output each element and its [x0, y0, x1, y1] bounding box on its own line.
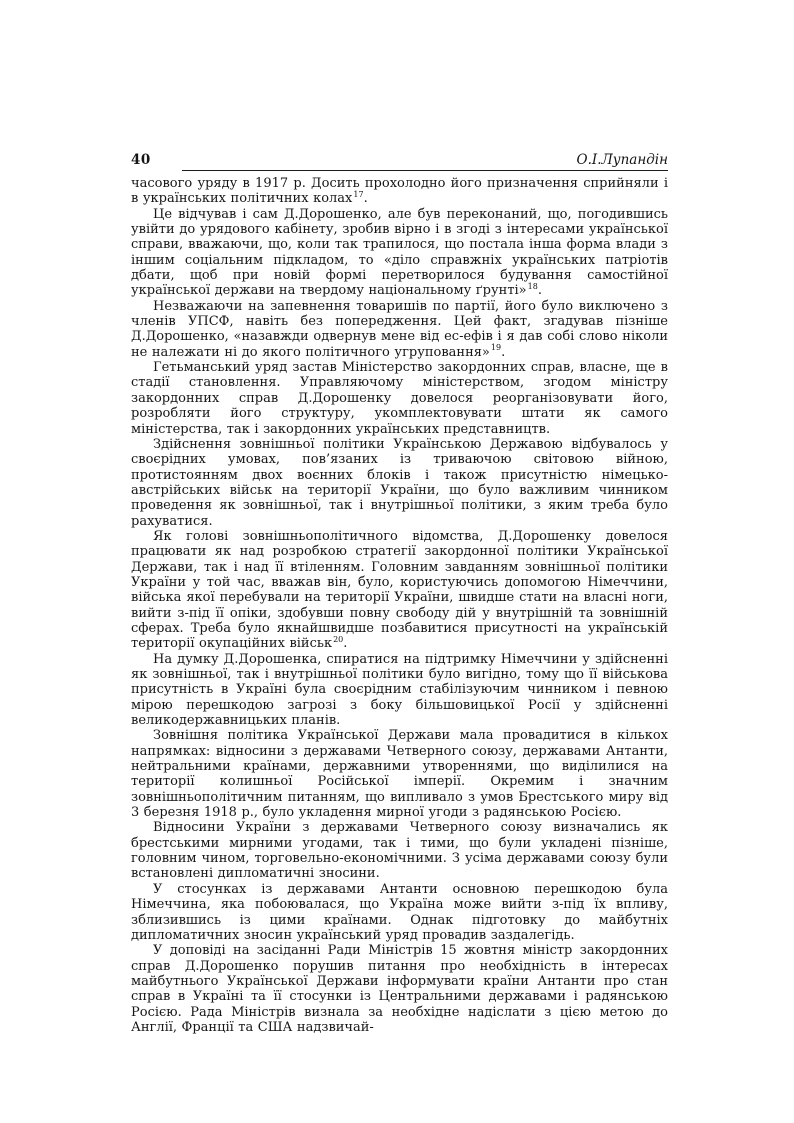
footnote-ref: 17: [353, 190, 364, 200]
footnote-ref: 20: [333, 634, 344, 644]
running-head-author: О.І.Лупандін: [576, 152, 668, 168]
page-number: 40: [131, 152, 151, 168]
body-text: [131, 176, 668, 1035]
paragraph: Як голові зовнішньополітичного відомства, Д.Дорошенку довелося працювати як над розробкою стратегії закордонної політики Української Держави, так і над її втіленням. Головним завданням зовнішньої політики України у той час, вважав він, було, користуючись допомогою Німеччини, війська якої перебували на території України, швидше стати на власні ноги, вийти з-під її опіки, здобувши повну свободу дій у внутрішній та зовнішній сферах. Треба було якнайшвидше позбавитися присутності на українській території окупаційних військ$^{20}$.: [131, 528, 668, 652]
paragraph: Відносини України з державами Четверного союзу визначались як брестськими мирними угодами, так і тими, що були укладені пізніше, головним чином, торговельно-економічними. З усіма державами союзу були встановлені дипломатичні зносини.: [131, 820, 668, 882]
paragraph: Незважаючи на запевнення товаришів по партії, його було виключено з членів УПСФ, навіть без попередження. Цей факт, згадував пізніше Д.Дорошенко, «назавжди одвернув мене від ес-ефів і я дав собі слово ніколи не належати ні до якого політичного угруповання»$^{19}$.: [131, 298, 668, 360]
paragraph: На думку Д.Дорошенка, спиратися на підтримку Німеччини у здійсненні як зовнішньої, так і внутрішньої політики було вигідно, тому що її військова присутність в Україні була своєрідним стабілізуючим чинником і певною мірою перешкодою загрозі з боку більшовицької Росії у здійсненні великодержавницьких планів.: [131, 651, 668, 729]
header-rule: [182, 170, 668, 171]
paragraph: У доповіді на засіданні Ради Міністрів 15 жовтня міністр закордонних справ Д.Дорошенко порушив питання про необхідність в інтересах майбутнього Української Держави інформувати країни Антанти про стан справ в Україні та її стосунки із Центральними державами і радянською Росією. Рада Міністрів визнала за необхідне надіслати з цією метою до Англії, Франції та США надзвичай-: [131, 943, 668, 1035]
footnote-ref: 18: [527, 282, 538, 292]
paragraph: Гетьманський уряд застав Міністерство закордонних справ, власне, ще в стадії становлення. Управляючому міністерством, згодом міністру закордонних справ Д.Дорошенку довелося реорганізовувати його, розробляти його структуру, укомплектовувати штати як самого міністерства, так і закордонних українських представництв.: [131, 360, 668, 437]
paragraph: Це відчував і сам Д.Дорошенко, але був переконаний, що, погодившись увійти до урядового кабінету, зробив вірно і в згоді з інтересами української справи, вважаючи, що, коли так трапилося, що постала інша форма влади з іншим соціальним підкладом, то «діло справжніх українських патріотів дбати, щоб при новій формі перетворилося будування самостійної української держави на твердому національному ґрунті»$^{18}$.: [131, 206, 668, 299]
paragraph: Зовнішня політика Української Держави мала провадитися в кількох напрямках: відносини з державами Четверного союзу, державами Антанти, нейтральними країнами, державними утвореннями, що виділилися на території колишньої Російської імперії. Окремим і значним зовнішньополітичним питанням, що випливало з умов Брестського миру від 3 березня 1918 р., було укладення мирної угоди з радянською Росією.: [131, 728, 668, 821]
paragraph: У стосунках із державами Антанти основною перешкодою була Німеччина, яка побоювалася, що Україна може вийти з-під їх впливу, зблизившись із цими країнами. Однак підготовку до майбутніх дипломатичних зносин український уряд провадив заздалегідь.: [131, 881, 668, 943]
paragraph: Здійснення зовнішньої політики Українською Державою відбувалось у своєрідних умовах, пов’язаних із триваючою світовою війною, протистоянням двох воєнних блоків і також присутністю німецько-австрійських військ на території України, що було важливим чинником проведення як зовнішньої, так і внутрішньої політики, з яким треба було рахуватися.: [131, 436, 668, 529]
page-header: [131, 151, 668, 173]
paragraph: часового уряду в 1917 р. Досить прохолодно його призначення сприйняли і в українських політичних колах$^{17}$.: [131, 176, 668, 207]
footnote-ref: 19: [490, 343, 502, 353]
